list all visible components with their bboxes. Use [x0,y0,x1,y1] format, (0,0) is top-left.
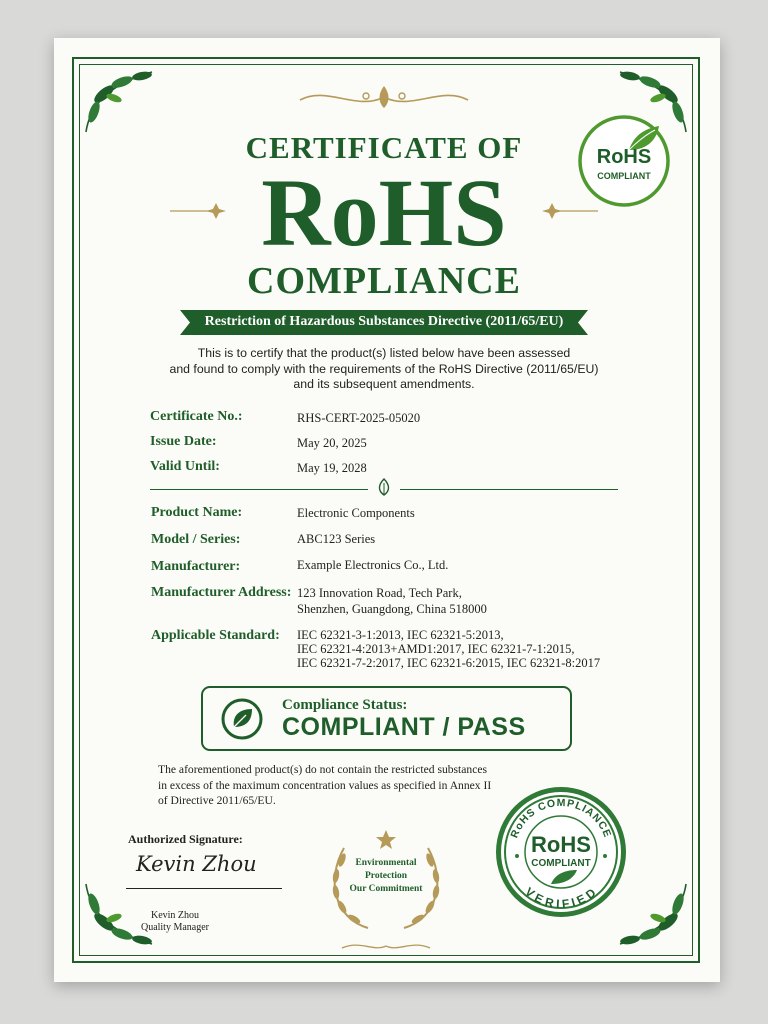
compliance-status-label: Compliance Status: [282,697,408,713]
laurel-text [340,857,432,896]
leaf-icon [373,477,395,497]
standard-line: IEC 62321-3-1:2013, IEC 62321-5:2013, [297,628,504,642]
directive-ribbon [180,310,588,335]
rohs-badge-top-sub: COMPLIANT [597,171,651,181]
flourish-ornament-top [296,82,472,112]
laurel-line: Environmental [355,858,417,868]
valid-until-label: Valid Until: [150,459,220,474]
manufacturer-value: Example Electronics Co., Ltd. [297,558,449,572]
product-name-value: Electronic Components [297,506,415,520]
title-rohs: RoHS [261,159,507,266]
address-line: 123 Innovation Road, Tech Park, [297,586,462,600]
title-compliance: COMPLIANCE [247,260,521,302]
signature-line [126,888,282,889]
signatory-name: Kevin Zhou [150,910,200,921]
directive-ribbon-text: Restriction of Hazardous Substances Directive (2011/65/EU) [204,314,564,329]
seal-compliant-sub: COMPLIANT [531,858,591,869]
compliance-status-value: COMPLIANT / PASS [282,713,526,741]
certificate-no-label: Certificate No.: [150,409,243,424]
leaf-badge-icon [220,697,264,741]
applicable-standard-label: Applicable Standard: [151,628,280,643]
title-certificate-of: CERTIFICATE OF [245,130,523,165]
manufacturer-address-label: Manufacturer Address: [151,585,292,600]
divider-left [150,489,368,490]
applicable-standard-value [297,628,600,670]
signatory-role: Quality Manager [140,922,210,933]
laurel-line: Protection [364,871,408,881]
signatory-block [120,910,230,934]
rohs-badge-top-title: RoHS [596,146,652,168]
flourish-ornament-bottom [340,938,432,954]
note-line: of Directive 2011/65/EU. [158,794,276,807]
valid-until-value: May 19, 2028 [297,461,367,475]
intro-line: This is to certify that the product(s) listed below have been assessed [197,346,571,360]
issue-date-label: Issue Date: [150,434,217,449]
certificate-no-value: RHS-CERT-2025-05020 [297,411,421,425]
divider-right [400,489,618,490]
seal-arc-top: RoHS COMPLIANCE [508,796,614,840]
corner-leaves-top-left [80,64,160,136]
sparkle-ornament-right [540,203,598,219]
manufacturer-label: Manufacturer: [151,559,241,574]
authorized-signature-label: Authorized Signature: [128,832,243,846]
note-line: in excess of the maximum concentration values as specified in Annex II [158,778,492,792]
standard-line: IEC 62321-4:2013+AMD1:2017, IEC 62321-7-1:2015, [297,642,575,656]
seal-rohs-title: RoHS [531,832,591,857]
note-line: The aforementioned product(s) do not contain the restricted substances [158,763,488,776]
intro-line: and its subsequent amendments. [293,377,475,391]
intro-paragraph [150,346,618,393]
intro-line: and found to comply with the requirements of the RoHS Directive (2011/65/EU) [169,361,599,376]
model-series-label: Model / Series: [151,532,241,547]
address-line: Shenzhen, Guangdong, China 518000 [297,602,487,616]
seal-arc-bottom: VERIFIED [522,884,600,912]
sparkle-ornament-left [170,203,228,219]
issue-date-value: May 20, 2025 [297,436,367,450]
restriction-note [158,762,508,809]
manufacturer-address-value [297,585,487,617]
handwritten-signature: Kevin Zhou [136,852,257,876]
model-series-value: ABC123 Series [297,532,376,546]
laurel-line: Our Commitment [349,884,423,894]
star-icon [376,830,396,849]
standard-line: IEC 62321-7-2:2017, IEC 62321-6:2015, IEC 62321-8:2017 [297,656,601,670]
product-name-label: Product Name: [151,505,243,520]
